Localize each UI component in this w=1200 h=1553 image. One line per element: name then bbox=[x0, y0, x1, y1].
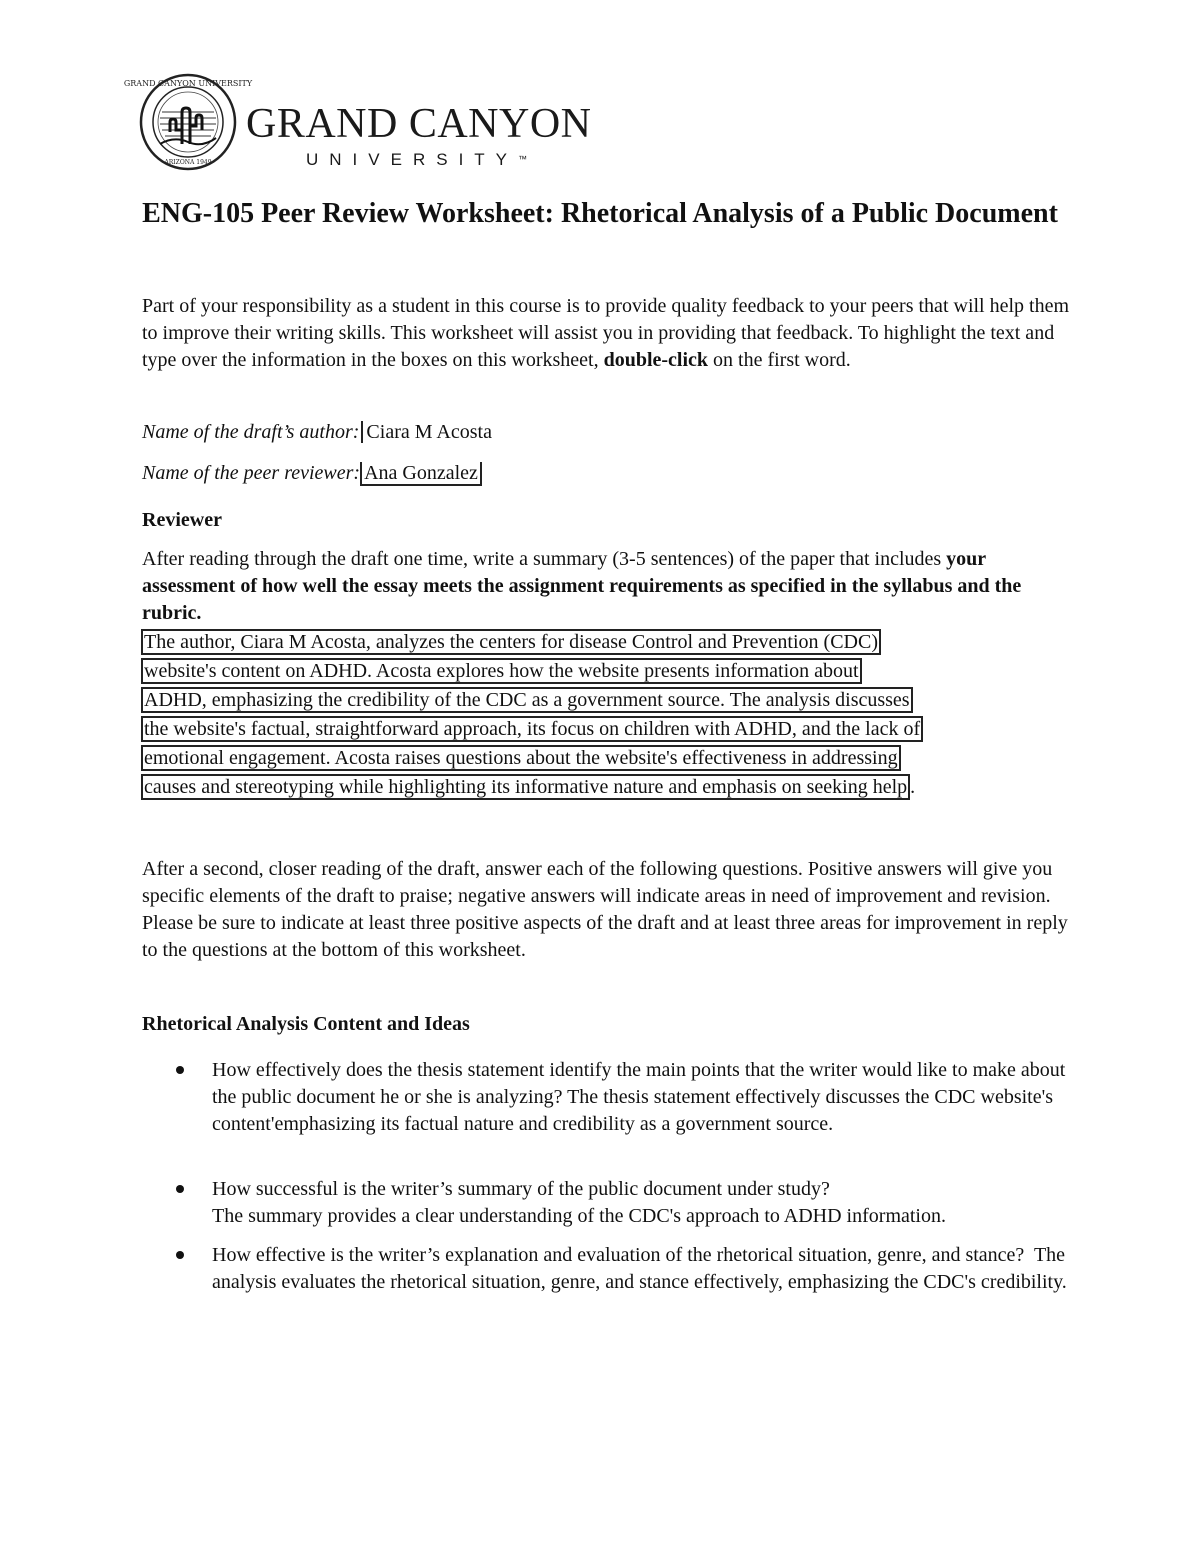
author-field bbox=[142, 419, 1072, 446]
summary-line: website's content on ADHD. Acosta explores how the website presents information about bbox=[141, 657, 1059, 686]
answer-text[interactable]: The thesis statement effectively discusses the CDC website's content'emphasizing its factual nature and credibility as a government source. bbox=[212, 1086, 1054, 1135]
question-text: How effectively does the thesis statement identify the main points that the writer would like to make about the public document he or she is analyzing? bbox=[212, 1059, 1066, 1108]
summary-line: the website's factual, straightforward approach, its focus on children with ADHD, and the lack of bbox=[141, 715, 1059, 744]
wordmark-subtitle: UNIVERSITY™ bbox=[306, 150, 528, 169]
question-list bbox=[172, 1057, 1072, 1296]
summary-textbox[interactable] bbox=[141, 628, 1059, 802]
seal-subtext: ARIZONA 1949 bbox=[164, 159, 212, 166]
reviewer-label: Name of the peer reviewer: bbox=[142, 462, 361, 484]
page-title: ENG-105 Peer Review Worksheet: Rhetorical Analysis of a Public Document bbox=[142, 198, 1058, 229]
author-input[interactable]: Ciara M Acosta bbox=[361, 421, 494, 443]
intro-paragraph: Part of your responsibility as a student in this course is to provide quality feedback to your peers that will help them to improve their writing skills. This worksheet will assist you in providing that feedback. To highlight the text and type over the information in the boxes on this worksheet, double-click on the first word. bbox=[142, 295, 1070, 371]
reviewer-field bbox=[142, 460, 1072, 487]
question-text: How effective is the writer’s explanation and evaluation of the rhetorical situation, genre, and stance? bbox=[212, 1244, 1025, 1266]
reviewer-input[interactable]: Ana Gonzalez bbox=[360, 462, 482, 486]
summary-line: causes and stereotyping while highlighting its informative nature and emphasis on seeking help . bbox=[141, 773, 1059, 802]
seal-text: GRAND CANYON UNIVERSITY bbox=[123, 79, 253, 88]
reviewer-heading: Reviewer bbox=[142, 509, 222, 531]
rhetorical-heading: Rhetorical Analysis Content and Ideas bbox=[142, 1013, 470, 1035]
second-reading-paragraph: After a second, closer reading of the draft, answer each of the following questions. Positive answers will give you specific elements of the draft to praise; negative answers will indicate areas in need of improvement and revision. Please be sure to indicate at least three positive aspects of the draft and at least three areas for improvement in reply to the questions at the bottom of this worksheet. bbox=[142, 858, 1068, 961]
author-label: Name of the draft’s author: bbox=[142, 421, 360, 443]
summary-instructions: After reading through the draft one time, write a summary (3-5 sentences) of the paper that includes your assessment of how well the essay meets the assignment requirements as specified in the syllabus and the rubric. bbox=[142, 548, 1022, 624]
answer-text[interactable]: The analysis evaluates the rhetorical situation, genre, and stance effectively, emphasizing the CDC's credibility. bbox=[212, 1244, 1067, 1293]
wordmark-title: GRAND CANYON bbox=[246, 101, 592, 147]
question-text: How successful is the writer’s summary of the public document under study? bbox=[212, 1178, 830, 1200]
list-item bbox=[172, 1057, 1072, 1138]
university-logo bbox=[123, 72, 592, 172]
list-item bbox=[172, 1242, 1072, 1296]
summary-line: The author, Ciara M Acosta, analyzes the centers for disease Control and Prevention (CDC) bbox=[141, 628, 1059, 657]
summary-line: emotional engagement. Acosta raises questions about the website's effectiveness in addressing bbox=[141, 744, 1059, 773]
answer-text[interactable]: The summary provides a clear understanding of the CDC's approach to ADHD information. bbox=[212, 1205, 946, 1227]
list-item bbox=[172, 1176, 1072, 1230]
summary-line: ADHD, emphasizing the credibility of the CDC as a government source. The analysis discusses bbox=[141, 686, 1059, 715]
